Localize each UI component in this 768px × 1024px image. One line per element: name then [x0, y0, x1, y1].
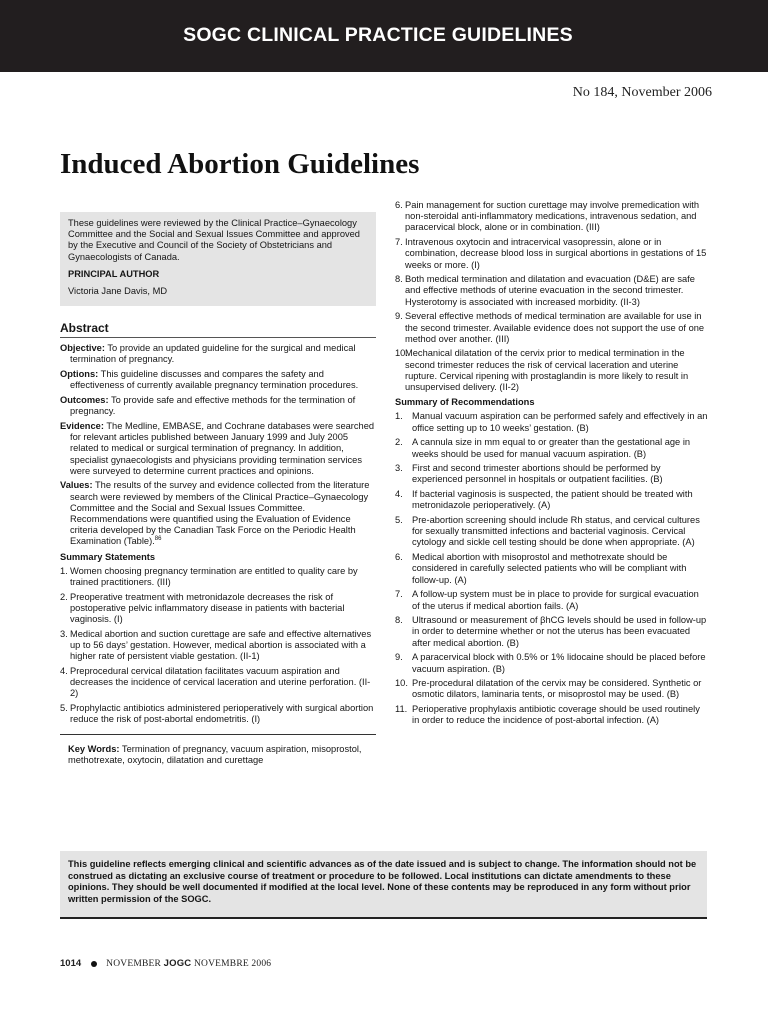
- section-label: Options:: [60, 369, 99, 380]
- item-number: 8.: [395, 274, 403, 285]
- keywords-text: Termination of pregnancy, vacuum aspiration, misoprostol, methotrexate, oxytocin, dilatation and curettage: [68, 743, 362, 765]
- section-label: Values:: [60, 480, 93, 491]
- summary-recommendations-list: [395, 411, 708, 726]
- issue-number: No 184, November 2006: [572, 85, 712, 100]
- item-text: Preoperative treatment with metronidazole decreases the risk of postoperative pelvic inflammatory disease in patients with bacterial vaginosis. (I): [70, 591, 345, 625]
- summary-recommendations-heading: Summary of Recommendations: [395, 397, 535, 408]
- item-text: Pre-abortion screening should include Rh status, and cervical cultures for sexually transmitted infections and bacterial vaginosis. Cervical cytology and sickle cell testing should be done when appropriate. (A): [412, 515, 700, 548]
- abstract-sections: [60, 343, 376, 547]
- item-number: 5.: [395, 515, 403, 526]
- list-item: [395, 489, 708, 511]
- item-text: Medical abortion and suction curettage are safe and effective alternatives up to 56 days’ gestation. However, medical abortion is associated with a higher rate of persistent viable gestation. (II-1): [70, 628, 372, 662]
- list-item: [395, 274, 708, 308]
- section-label: Outcomes:: [60, 395, 109, 406]
- review-box: [60, 212, 376, 306]
- item-text: Preprocedural cervical dilatation facilitates vacuum aspiration and decreases the incidence of cervical laceration and uterine perforation. (II-2): [70, 666, 371, 699]
- item-text: If bacterial vaginosis is suspected, the patient should be treated with metronidazole perioperatively. (A): [412, 489, 693, 511]
- list-item: [60, 566, 376, 588]
- item-number: 10.: [395, 348, 408, 359]
- item-text: A cannula size in mm equal to or greater than the gestational age in weeks should be used for manual vacuum aspiration. (B): [412, 437, 691, 459]
- item-text: Intravenous oxytocin and intracervical vasopressin, alone or in combination, decrease blood loss in surgical abortions in gestations of 15 weeks or more. (I): [405, 237, 707, 270]
- section-text: To provide an updated guideline for the surgical and medical termination of pregnancy.: [70, 343, 356, 365]
- item-number: 6.: [395, 552, 403, 563]
- right-column: [395, 200, 708, 730]
- section-text: The Medline, EMBASE, and Cochrane databases were searched for relevant articles published between January 1999 and July 2005 related to medical or surgical termination of pregnancy. In addition, specialist gynaecologists and physicians providing termination services were surveyed to determine current practices and opinions.: [70, 420, 375, 476]
- list-item: [395, 463, 708, 485]
- list-item: [395, 589, 708, 611]
- abstract-heading: Abstract: [60, 321, 376, 338]
- list-item: [60, 703, 376, 725]
- item-number: 2.: [60, 591, 68, 602]
- item-number: 6.: [395, 200, 403, 210]
- list-item: [395, 704, 708, 726]
- item-number: 7.: [395, 589, 403, 600]
- section-label: Objective:: [60, 343, 105, 354]
- document-title: Induced Abortion Guidelines: [60, 148, 420, 180]
- item-number: 9.: [395, 652, 403, 663]
- disclaimer-box: This guideline reflects emerging clinical and scientific advances as of the date issued and is subject to change. The information should not be construed as dictating an exclusive course of treatment or procedure to be followed. Local institutions can dictate amendments to these opinions. They should be well documented if modified at the local level. None of these contents may be reproduced in any form without prior written permission of the SOGC.: [60, 851, 707, 919]
- list-item: [395, 552, 708, 586]
- item-number: 1.: [60, 565, 68, 576]
- keywords-box: [60, 734, 376, 766]
- item-text: Prophylactic antibiotics administered perioperatively with surgical abortion reduce the risk of post-abortal endometritis. (I): [70, 703, 374, 725]
- summary-statements-list-continued: [395, 200, 708, 393]
- list-item: [395, 515, 708, 549]
- list-item: [395, 311, 708, 345]
- list-item: [60, 592, 376, 626]
- item-text: Perioperative prophylaxis antibiotic coverage should be used routinely in order to reduce the incidence of post-abortal infection. (A): [412, 704, 700, 726]
- page-number: 1014: [60, 958, 82, 969]
- item-text: A paracervical block with 0.5% or 1% lidocaine should be placed before vacuum aspiration. (B): [412, 652, 706, 674]
- list-item: [395, 615, 708, 649]
- section-label: Evidence:: [60, 420, 104, 431]
- item-text: Pre-procedural dilatation of the cervix may be considered. Synthetic or osmotic dilators, laminaria tents, or misoprostol may be used. (B): [412, 678, 702, 700]
- item-number: 1.: [395, 411, 403, 422]
- item-text: A follow-up system must be in place to provide for surgical evacuation of the uterus if medical abortion fails. (A): [412, 589, 699, 611]
- list-item: [395, 237, 708, 271]
- section-text: This guideline discusses and compares the safety and effectiveness of currently available pregnancy termination procedures.: [70, 369, 359, 391]
- item-number: 3.: [60, 628, 68, 639]
- item-number: 4.: [60, 666, 68, 676]
- item-text: Manual vacuum aspiration can be performed safely and effectively in an office setting up to 10 weeks’ gestation. (B): [412, 411, 708, 433]
- item-number: 7.: [395, 237, 403, 248]
- section-text: The results of the survey and evidence collected from the literature search were reviewed by members of the Clinical Practice–Gynaecology Committee and the Social and Sexual Issues Committee. Recommendations were quantified using the Evaluation of Evidence criteria developed by the Canadian Task Force on the Periodic Health Examination (Table).: [70, 480, 370, 547]
- list-item: [60, 629, 376, 663]
- footer-month-en: NOVEMBER: [106, 959, 162, 969]
- list-item: [395, 411, 708, 433]
- header-band: [0, 0, 768, 72]
- abstract-objective: [60, 343, 376, 365]
- footer-journal-line: [106, 958, 271, 969]
- abstract-evidence: [60, 421, 376, 477]
- item-text: Ultrasound or measurement of βhCG levels should be used in follow-up in order to determine whether or not the uterus has been evacuated after medical abortion. (B): [412, 615, 707, 648]
- principal-author-label: PRINCIPAL AUTHOR: [68, 268, 160, 279]
- keywords-label: Key Words:: [68, 743, 120, 754]
- item-text: Mechanical dilatation of the cervix prior to medical termination in the second trimester reduces the risk of cervical laceration and uterine rupture. Cervical ripening with prostaglandin is more likely to result in unsupervised delivery. (II-2): [405, 348, 689, 393]
- summary-statements-heading: Summary Statements: [60, 551, 156, 562]
- list-item: [395, 437, 708, 459]
- abstract-outcomes: [60, 395, 376, 417]
- item-number: 2.: [395, 437, 403, 448]
- left-column: [60, 212, 376, 766]
- section-text: To provide safe and effective methods for the termination of pregnancy.: [70, 395, 356, 417]
- header-title: SOGC CLINICAL PRACTICE GUIDELINES: [183, 24, 573, 46]
- item-number: 10.: [395, 678, 408, 689]
- abstract-options: [60, 369, 376, 391]
- list-item: [395, 678, 708, 700]
- footer-month-fr-year: NOVEMBRE 2006: [193, 959, 272, 969]
- item-text: Several effective methods of medical termination are available for use in the second trimester. Available evidence does not support the use of one method over another. (III): [405, 311, 705, 344]
- item-text: Medical abortion with misoprostol and methotrexate should be considered in carefully selected patients who will be compliant with follow-up. (A): [412, 552, 687, 585]
- footer-journal: JOGC: [163, 958, 192, 969]
- item-number: 11.: [395, 704, 408, 715]
- bullet-icon: [91, 961, 97, 967]
- principal-author-name: Victoria Jane Davis, MD: [68, 286, 168, 297]
- abstract-values: [60, 480, 376, 547]
- item-text: Women choosing pregnancy termination are entitled to quality care by trained practitioners. (III): [70, 565, 358, 588]
- list-item: [395, 200, 708, 234]
- list-item: [60, 666, 376, 700]
- item-number: 4.: [395, 489, 403, 500]
- item-text: Pain management for suction curettage may involve premedication with non-steroidal anti-inflammatory medications, intravenous sedation, and paracervical block, alone or in combination. (III): [405, 200, 700, 233]
- list-item: [395, 652, 708, 674]
- list-item: [395, 348, 708, 393]
- summary-statements-list: [60, 566, 376, 726]
- item-text: Both medical termination and dilatation and evacuation (D&E) are safe and effective methods of uterine evacuation in the second trimester. Hysterotomy is associated with increased morbidity. (II-3): [405, 274, 695, 307]
- item-number: 3.: [395, 463, 403, 474]
- review-statement: These guidelines were reviewed by the Clinical Practice–Gynaecology Committee and the Social and Sexual Issues Committee and approved by the Executive and Council of the Society of Obstetricians and Gynaecologists of Canada.: [68, 218, 360, 262]
- page-footer: [60, 958, 271, 969]
- item-number: 8.: [395, 615, 403, 626]
- item-number: 9.: [395, 311, 403, 322]
- reference-superscript: 86: [154, 536, 162, 543]
- item-number: 5.: [60, 703, 68, 714]
- item-text: First and second trimester abortions should be performed by experienced personnel in hospitals or outpatient facilities. (B): [412, 463, 663, 485]
